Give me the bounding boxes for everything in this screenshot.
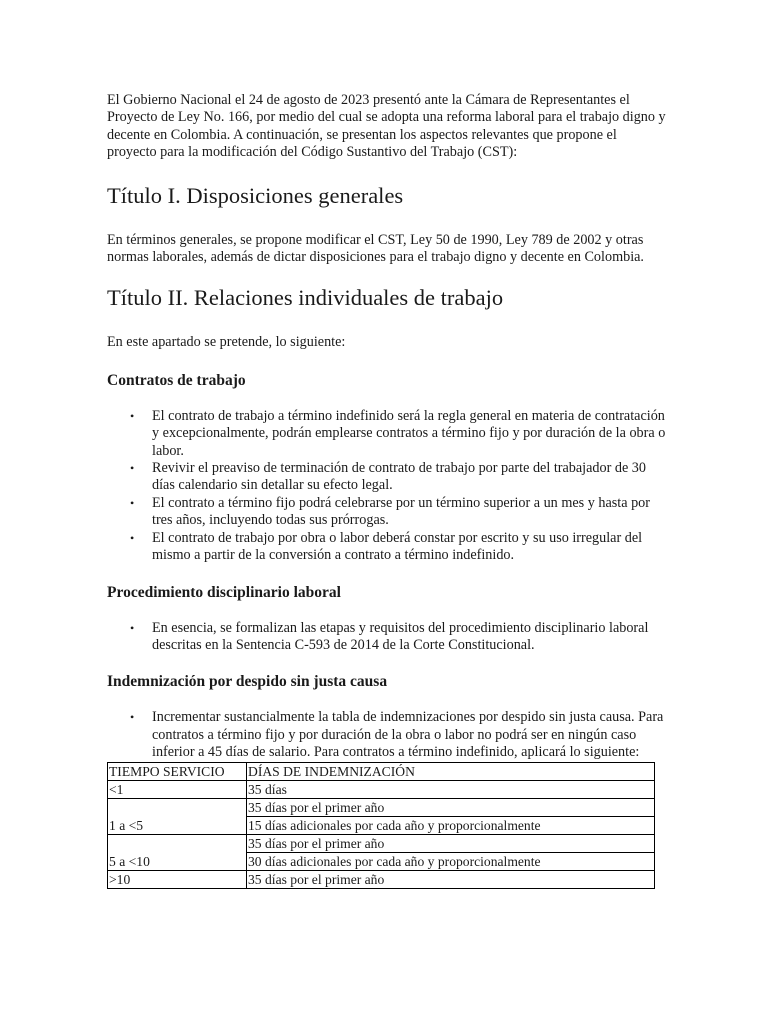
cell-tiempo: 5 a <10 xyxy=(108,834,247,870)
cell-dias: 30 días adicionales por cada año y proporcionalmente xyxy=(247,852,655,870)
cell-dias: 35 días por el primer año xyxy=(247,834,655,852)
header-dias-indemnizacion: DÍAS DE INDEMNIZACIÓN xyxy=(247,762,655,780)
list-item: • Incrementar sustancialmente la tabla de indemnizaciones por despido sin justa causa. Para contratos a término fijo y por duración de la obra o labor no podrá ser en ningún caso inferior a 45 días de salario. Para contratos a término indefinido, aplicará lo siguiente: xyxy=(152,709,667,761)
intro-paragraph: El Gobierno Nacional el 24 de agosto de 2023 presentó ante la Cámara de Representantes el Proyecto de Ley No. 166, por medio del cual se adopta una reforma laboral para el trabajo digno y decente en Colombia. A continuación, se presentan los aspectos relevantes que propone el proyecto para la modificación del Código Sustantivo del Trabajo (CST): xyxy=(107,92,666,161)
table-row xyxy=(108,780,655,798)
indemnizacion-table xyxy=(107,762,655,889)
list-item: • Revivir el preaviso de terminación de contrato de trabajo por parte del trabajador de 30 días calendario sin detallar su efecto legal. xyxy=(152,460,667,495)
title2-paragraph: En este apartado se pretende, lo siguiente: xyxy=(107,334,346,351)
cell-dias: 35 días por el primer año xyxy=(247,798,655,816)
list-item: • En esencia, se formalizan las etapas y requisitos del procedimiento disciplinario laboral descritas en la Sentencia C-593 de 2014 de la Corte Constitucional. xyxy=(152,620,667,655)
table-header-row xyxy=(108,762,655,780)
indemnizacion-list xyxy=(107,709,667,761)
table-row xyxy=(108,834,655,852)
indemnizacion-heading: Indemnización por despido sin justa causa xyxy=(107,673,388,691)
title2-heading: Título II. Relaciones individuales de trabajo xyxy=(107,285,504,311)
title1-paragraph: En términos generales, se propone modificar el CST, Ley 50 de 1990, Ley 789 de 2002 y otras normas laborales, además de dictar disposiciones para el trabajo digno y decente en Colombia. xyxy=(107,231,644,266)
cell-dias: 15 días adicionales por cada año y proporcionalmente xyxy=(247,816,655,834)
table-row xyxy=(108,870,655,888)
procedimiento-heading: Procedimiento disciplinario laboral xyxy=(107,583,341,601)
table-row xyxy=(108,798,655,816)
header-tiempo-servicio: TIEMPO SERVICIO xyxy=(108,762,247,780)
list-item: • El contrato de trabajo a término indefinido será la regla general en materia de contratación y excepcionalmente, podrán emplearse contratos a término fijo y por duración de la obra o labor. xyxy=(152,408,667,460)
title1-heading: Título I. Disposiciones generales xyxy=(107,182,404,208)
contratos-list xyxy=(107,408,667,565)
cell-tiempo: >10 xyxy=(108,870,247,888)
procedimiento-list xyxy=(107,620,667,655)
cell-tiempo: 1 a <5 xyxy=(108,798,247,834)
contratos-heading: Contratos de trabajo xyxy=(107,371,246,389)
list-item: • El contrato a término fijo podrá celebrarse por un término superior a un mes y hasta por tres años, incluyendo todas sus prórrogas. xyxy=(152,495,667,530)
document-content xyxy=(107,92,667,889)
cell-dias: 35 días xyxy=(247,780,655,798)
cell-tiempo: <1 xyxy=(108,780,247,798)
cell-dias: 35 días por el primer año xyxy=(247,870,655,888)
list-item: • El contrato de trabajo por obra o labor deberá constar por escrito y su uso irregular del mismo a partir de la conversión a contrato a término indefinido. xyxy=(152,530,667,565)
